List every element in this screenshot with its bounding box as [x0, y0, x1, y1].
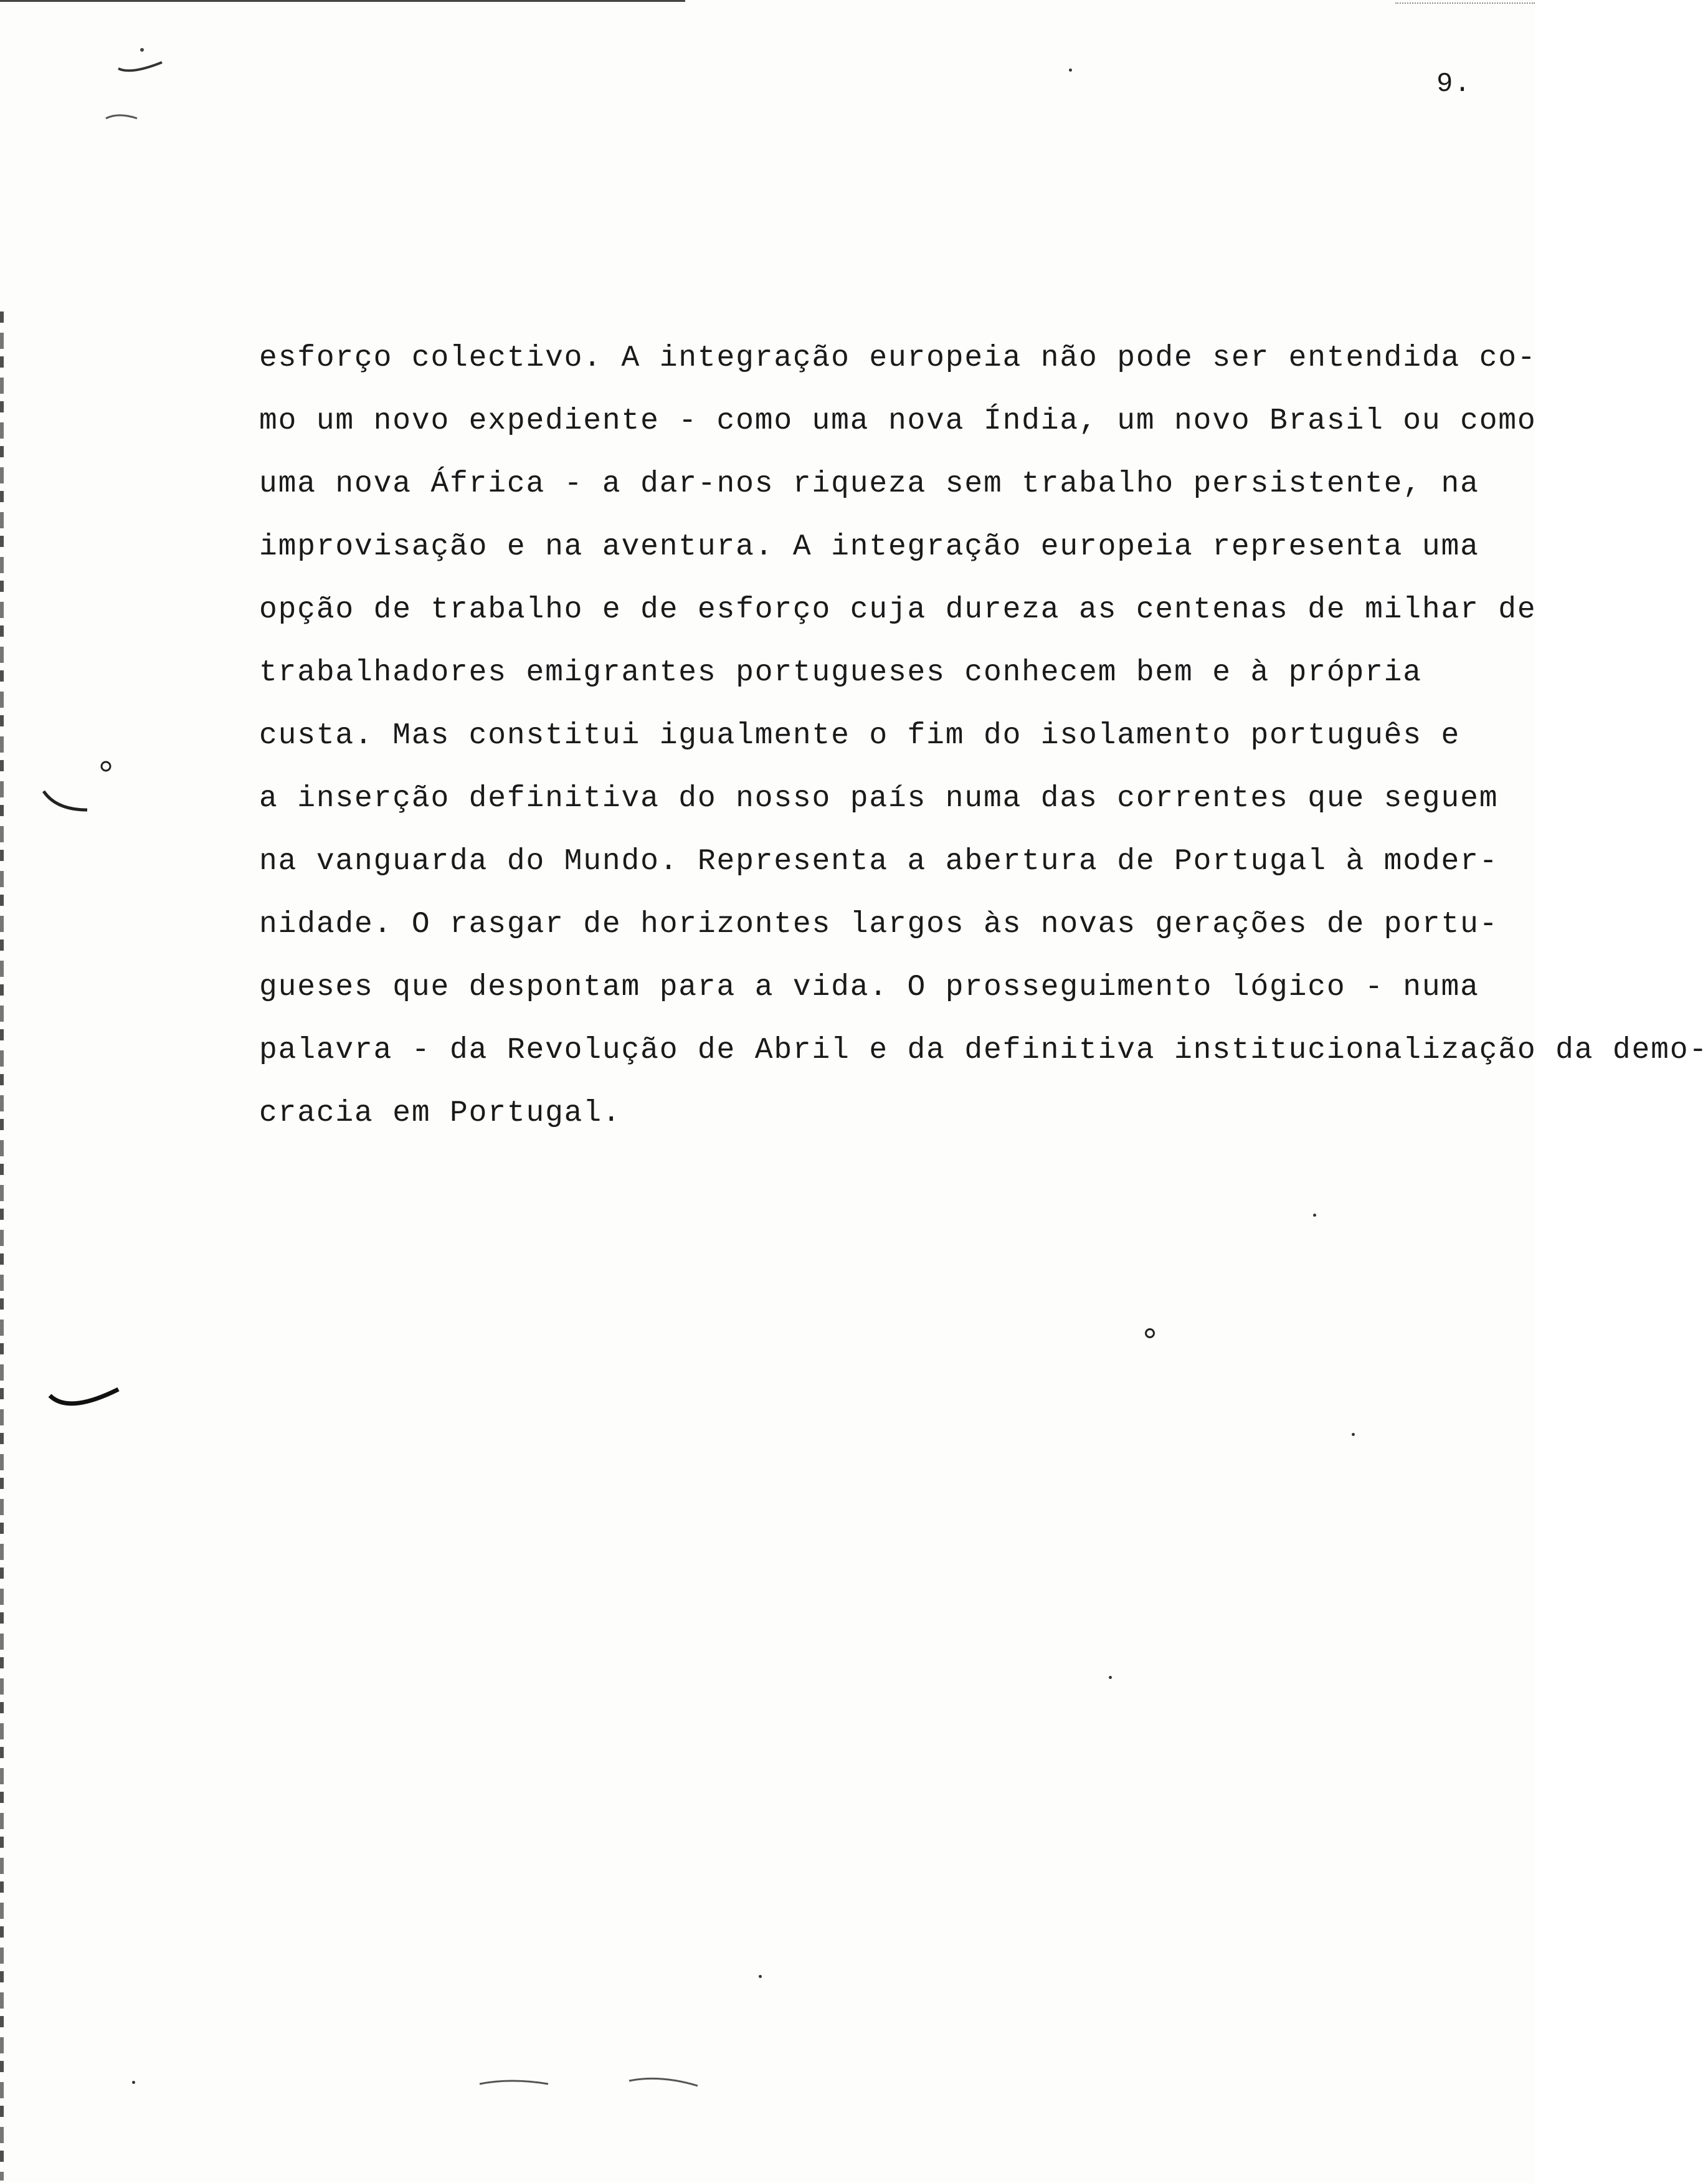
text-line: palavra - da Revolução de Abril e da definitiva institucionalização da demo-: [259, 1034, 1708, 1067]
page-number: 9.: [1436, 69, 1472, 100]
pen-mark-bottom: [473, 2068, 710, 2093]
scan-speck: [1109, 1676, 1112, 1679]
scan-speck: [1069, 69, 1072, 72]
text-line: uma nova África - a dar-nos riqueza sem trabalho persistente, na: [259, 467, 1479, 501]
text-line: trabalhadores emigrantes portugueses conhecem bem e à própria: [259, 656, 1422, 690]
scan-speck: [759, 1975, 762, 1978]
text-line: opção de trabalho e de esforço cuja dureza as centenas de milhar de: [259, 593, 1537, 627]
scan-ring-mark: [1145, 1328, 1155, 1338]
text-line: custa. Mas constitui igualmente o fim do isolamento português e: [259, 719, 1461, 753]
scan-top-edge-dotted: [1395, 2, 1535, 4]
text-line: mo um novo expediente - como uma nova Índia, um novo Brasil ou como: [259, 404, 1537, 438]
pen-mark-top-left: [69, 25, 168, 125]
scan-top-edge: [0, 0, 685, 2]
pen-mark-left-lower: [44, 1371, 131, 1420]
scan-speck: [132, 2081, 135, 2084]
scan-speck: [1352, 1433, 1355, 1436]
scan-left-edge: [0, 312, 4, 2181]
scan-speck: [1313, 1214, 1316, 1217]
text-line: na vanguarda do Mundo. Representa a abertura de Portugal à moder-: [259, 845, 1499, 878]
text-line: gueses que despontam para a vida. O prosseguimento lógico - numa: [259, 971, 1479, 1004]
text-line: nidade. O rasgar de horizontes largos às novas gerações de portu-: [259, 908, 1499, 941]
text-line: cracia em Portugal.: [259, 1096, 622, 1130]
pen-mark-left-middle: [37, 754, 125, 829]
text-line: esforço colectivo. A integração europeia não pode ser entendida co-: [259, 341, 1537, 375]
text-line: a inserção definitiva do nosso país numa das correntes que seguem: [259, 782, 1499, 816]
body-paragraph: [259, 330, 1708, 1148]
text-line: improvisação e na aventura. A integração europeia representa uma: [259, 530, 1479, 564]
